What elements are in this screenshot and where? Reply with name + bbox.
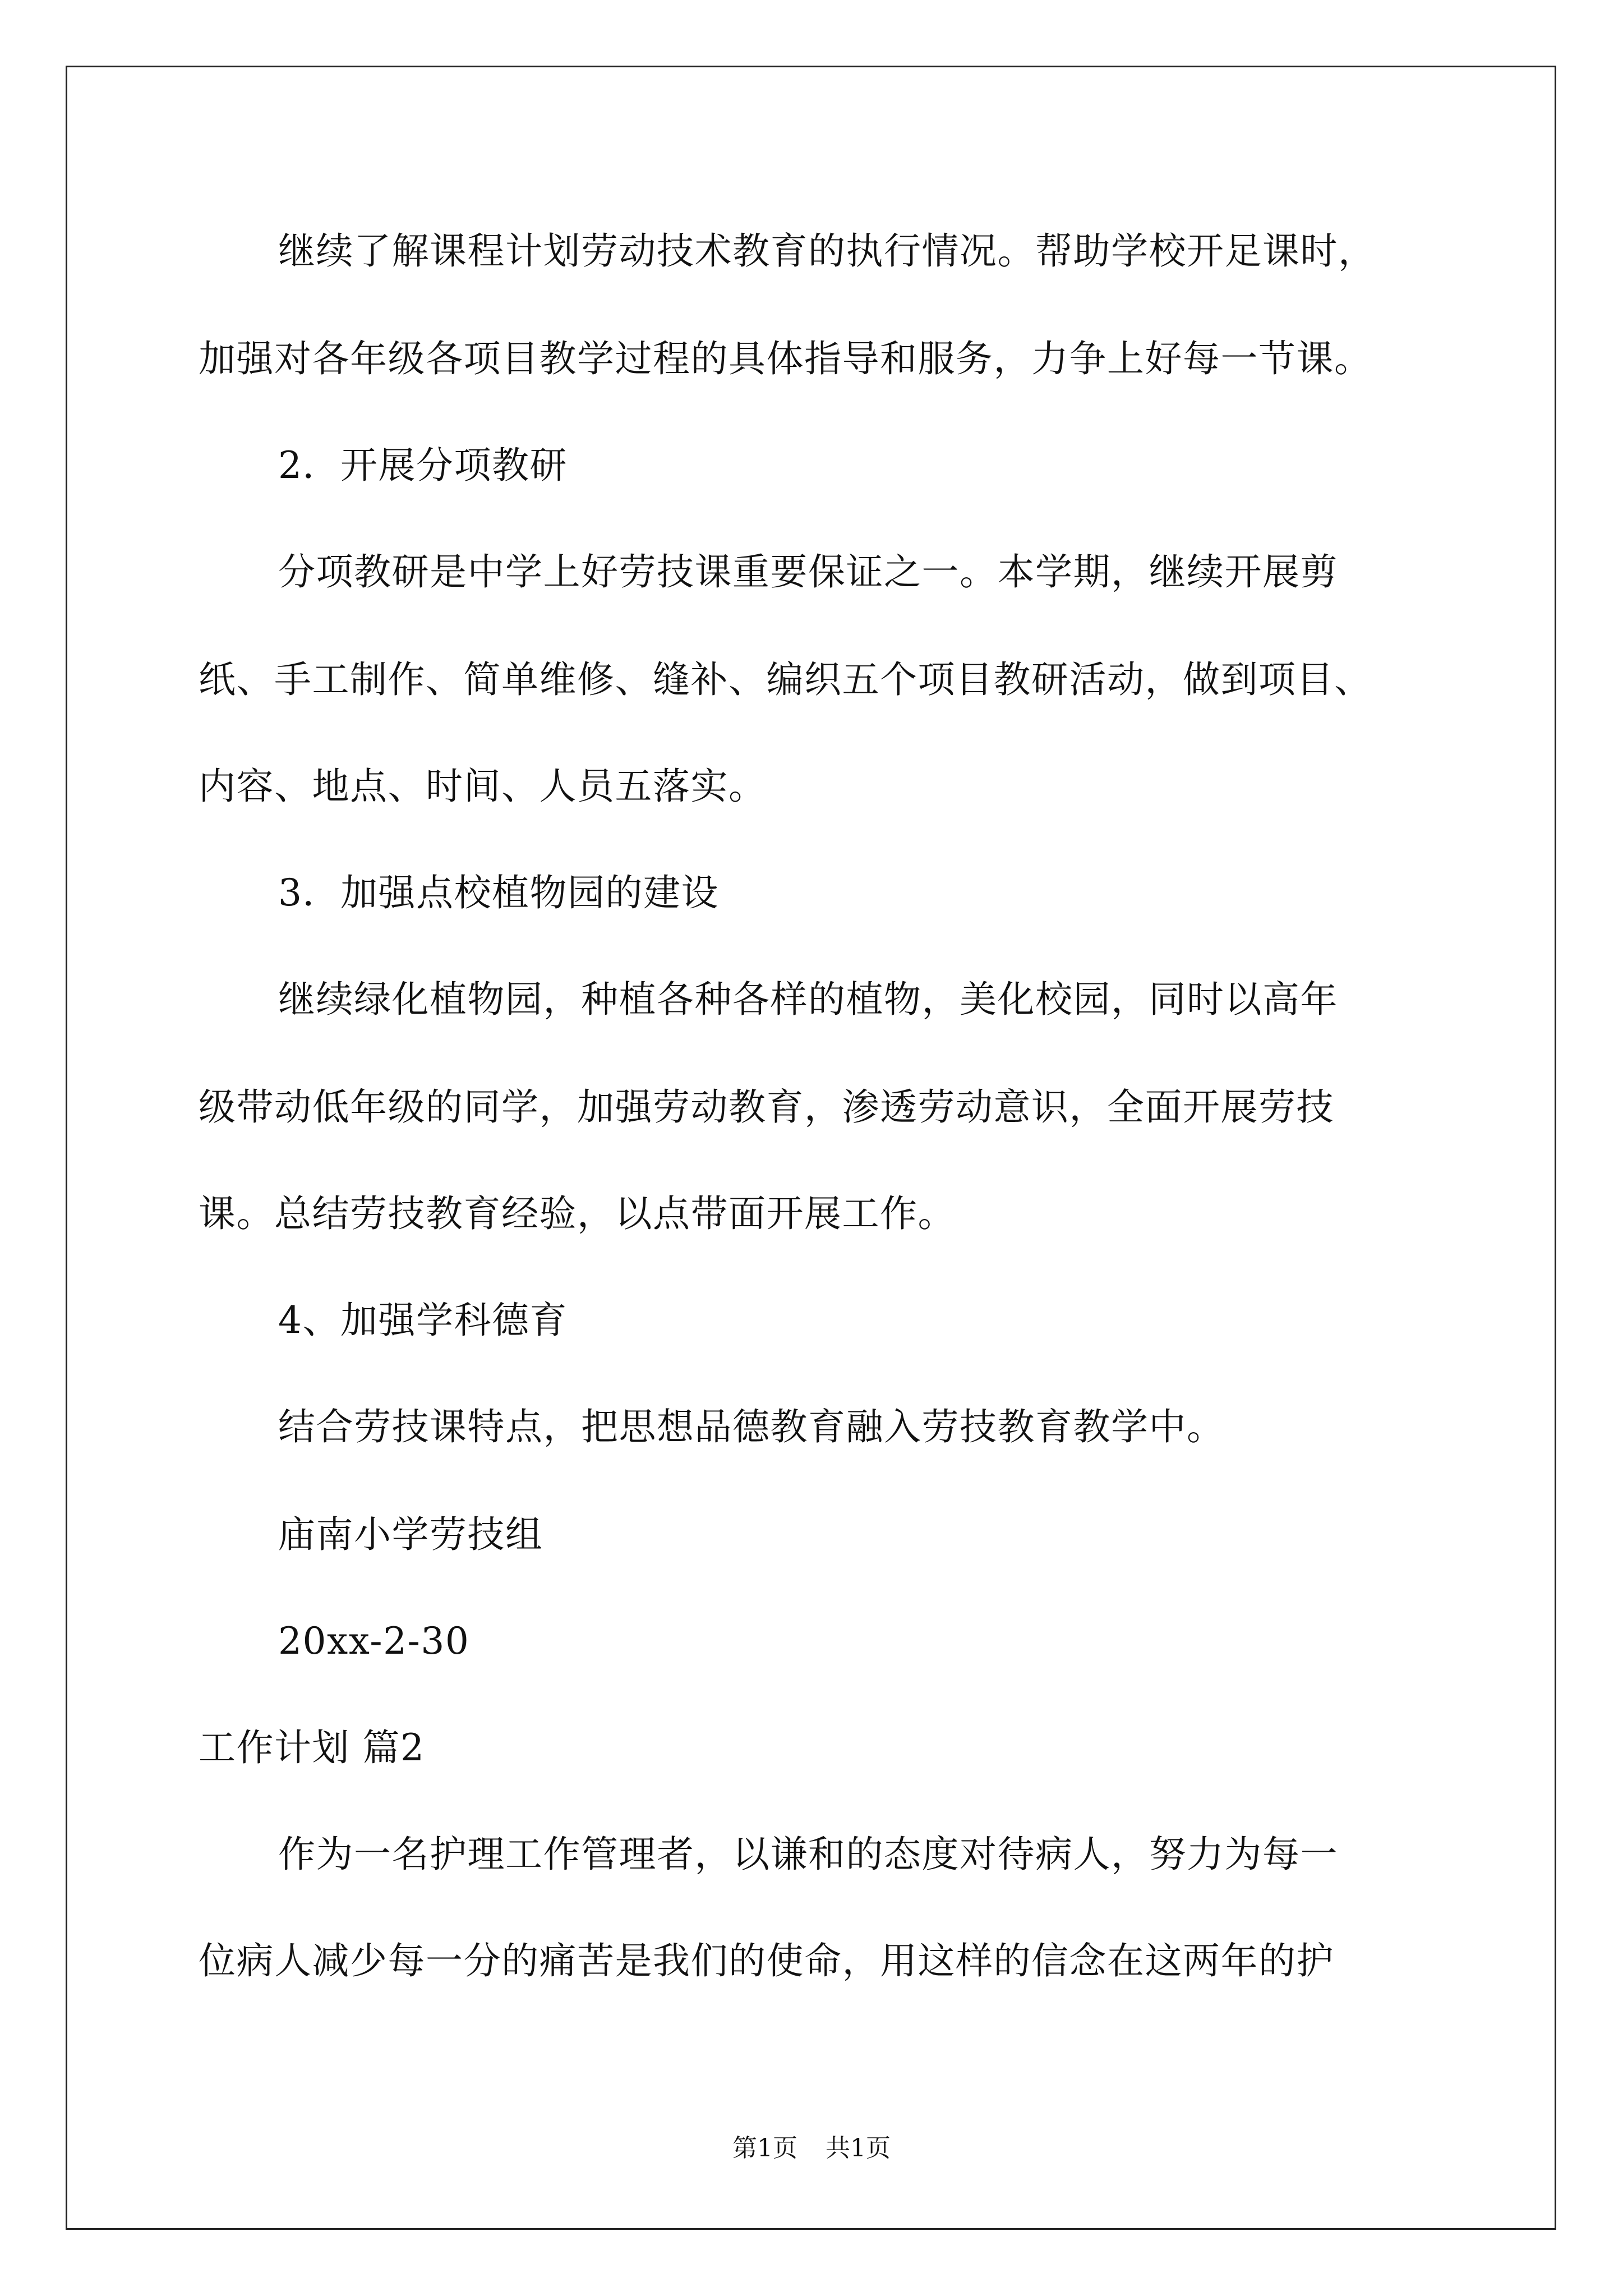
paragraph-line: 继续了解课程计划劳动技术教育的执行情况。帮助学校开足课时， (278, 229, 1376, 273)
page-total: 共1页 (826, 2134, 891, 2162)
paragraph-line: 位病人减少每一分的痛苦是我们的使命，用这样的信念在这两年的护 (199, 1939, 1334, 1982)
page-footer (0, 2132, 1623, 2165)
section-heading: 4、加强学科德育 (278, 1299, 568, 1342)
page-border (66, 66, 1556, 2230)
date-line: 20xx-2-30 (278, 1619, 470, 1663)
paragraph-line: 加强对各年级各项目教学过程的具体指导和服务，力争上好每一节课。 (199, 337, 1372, 380)
signature-line: 庙南小学劳技组 (278, 1513, 543, 1556)
section-heading: 3．加强点校植物园的建设 (278, 871, 719, 914)
chapter-title: 工作计划 篇2 (199, 1726, 425, 1769)
page-number: 第1页 (732, 2134, 797, 2162)
paragraph-line: 分项教研是中学上好劳技课重要保证之一。本学期，继续开展剪 (278, 550, 1338, 593)
paragraph-line: 作为一名护理工作管理者，以谦和的态度对待病人，努力为每一 (278, 1833, 1338, 1876)
paragraph-line: 级带动低年级的同学，加强劳动教育，渗透劳动意识，全面开展劳技 (199, 1085, 1334, 1129)
section-heading: 2．开展分项教研 (278, 444, 568, 487)
paragraph-line: 课。总结劳技教育经验，以点带面开展工作。 (199, 1192, 956, 1235)
paragraph-line: 内容、地点、时间、人员五落实。 (199, 765, 767, 808)
paragraph-line: 继续绿化植物园，种植各种各样的植物，美化校园，同时以高年 (278, 978, 1338, 1021)
paragraph-line: 结合劳技课特点，把思想品德教育融入劳技教育教学中。 (278, 1405, 1225, 1448)
paragraph-line: 纸、手工制作、简单维修、缝补、编织五个项目教研活动，做到项目、 (199, 658, 1372, 701)
